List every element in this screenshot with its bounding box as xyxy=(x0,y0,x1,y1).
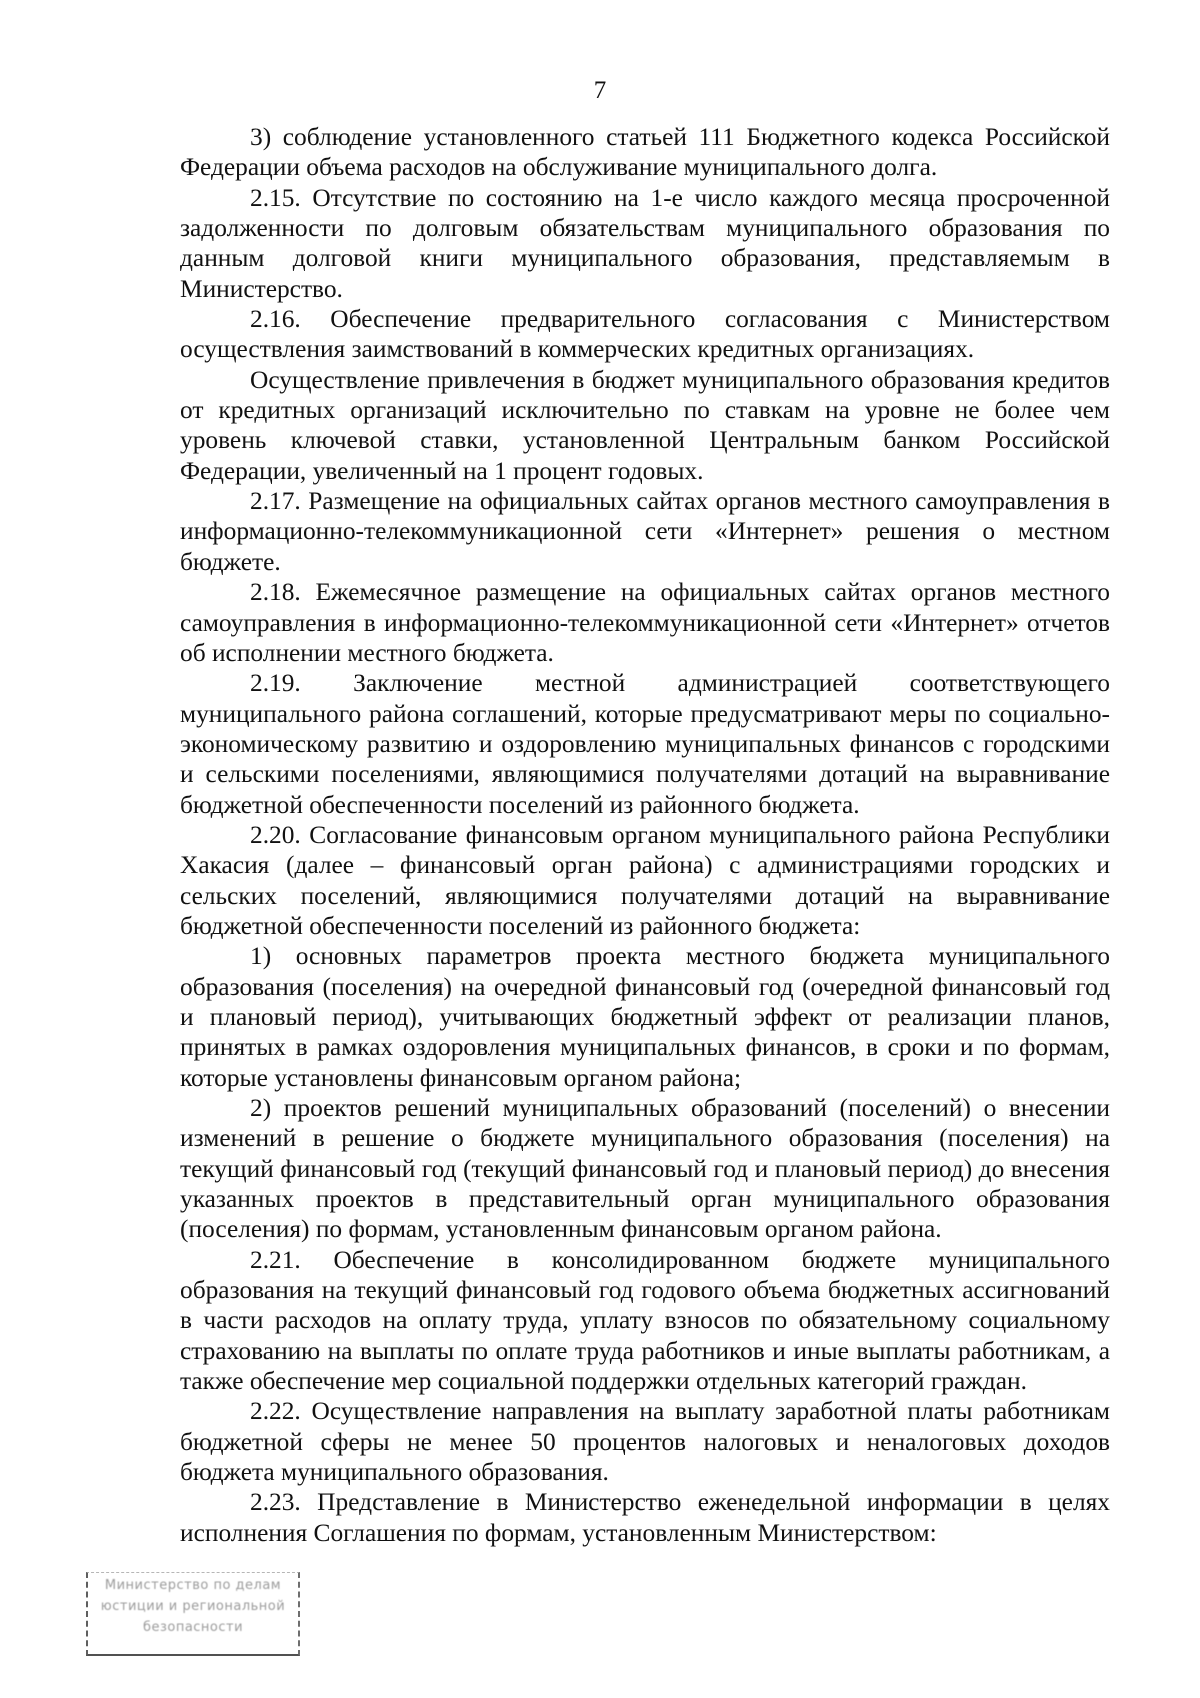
paragraph-2-17: 2.17. Размещение на официальных сайтах органов местного самоуправления в информационно-телекоммуникационной сети «Интернет» решения о местном бюджете. xyxy=(180,487,1110,576)
paragraph-2-16: 2.16. Обеспечение предварительного согласования с Министерством осуществления заимствований в коммерческих кредитных организациях. xyxy=(180,305,1110,364)
paragraph-2-20: 2.20. Согласование финансовым органом муниципального района Республики Хакасия (далее – финансовый орган района) с администрациями городских и сельских поселений, являющимися получателями дотаций на выравнивание бюджетной обеспеченности поселений из районного бюджета: xyxy=(180,820,1110,940)
paragraph-2-22: 2.22. Осуществление направления на выплату заработной платы работникам бюджетной сферы не менее 50 процентов налоговых и неналоговых доходов бюджета муниципального образования. xyxy=(180,1397,1110,1487)
paragraph-2-19: 2.19. Заключение местной администрацией соответствующего муниципального района соглашений, которые предусматривают меры по социально-экономическому развитию и оздоровлению муниципальных финансов с городскими и сельскими поселениями, являющимися получателями дотаций на выравнивание бюджетной обеспеченности поселений из районного бюджета. xyxy=(180,669,1110,819)
registration-stamp xyxy=(86,1572,300,1656)
document-body xyxy=(180,122,1110,1548)
stamp-line-3: безопасности xyxy=(142,1620,244,1635)
paragraph-3-debt-service: 3) соблюдение установленного статьей 111 Бюджетного кодекса Российской Федерации объема расходов на обслуживание муниципального долга. xyxy=(180,123,1110,182)
page-number: 7 xyxy=(593,77,607,104)
stamp-line-2: юстиции и региональной xyxy=(100,1599,286,1614)
paragraph-2-18: 2.18. Ежемесячное размещение на официальных сайтах органов местного самоуправления в информационно-телекоммуникационной сети «Интернет» отчетов об исполнении местного бюджета. xyxy=(180,578,1110,667)
paragraph-2-20-item-1: 1) основных параметров проекта местного бюджета муниципального образования (поселения) на очередной финансовый год (очередной финансовый год и плановый период), учитывающих бюджетный эффект от реализации планов, принятых в рамках оздоровления муниципальных финансов, в сроки и по формам, которые установлены финансовым органом района; xyxy=(180,942,1110,1092)
paragraph-2-15: 2.15. Отсутствие по состоянию на 1-е число каждого месяца просроченной задолженности по долговым обязательствам муниципального образования по данным долговой книги муниципального образования, представляемым в Министерство. xyxy=(180,183,1110,303)
paragraph-2-21: 2.21. Обеспечение в консолидированном бюджете муниципального образования на текущий финансовый год годового объема бюджетных ассигнований в части расходов на оплату труда, уплату взносов по обязательному социальному страхованию на выплаты по оплате труда работников и иные выплаты работникам, а также обеспечение мер социальной поддержки отдельных категорий граждан. xyxy=(180,1245,1110,1396)
paragraph-2-23: 2.23. Представление в Министерство еженедельной информации в целях исполнения Соглашения по формам, установленным Министерством: xyxy=(180,1488,1110,1547)
paragraph-credits: Осуществление привлечения в бюджет муниципального образования кредитов от кредитных организаций исключительно по ставкам на уровне не более чем уровень ключевой ставки, установленной Центральным банком Российской Федерации, увеличенный на 1 процент годовых. xyxy=(180,365,1110,485)
paragraph-2-20-item-2: 2) проектов решений муниципальных образований (поселений) о внесении изменений в решение о бюджете муниципального образования (поселения) на текущий финансовый год (текущий финансовый год и плановый период) до внесения указанных проектов в представительный орган муниципального образования (поселения) по формам, установленным финансовым органом района. xyxy=(180,1094,1110,1244)
stamp-line-1: Министерство по делам xyxy=(104,1578,282,1593)
